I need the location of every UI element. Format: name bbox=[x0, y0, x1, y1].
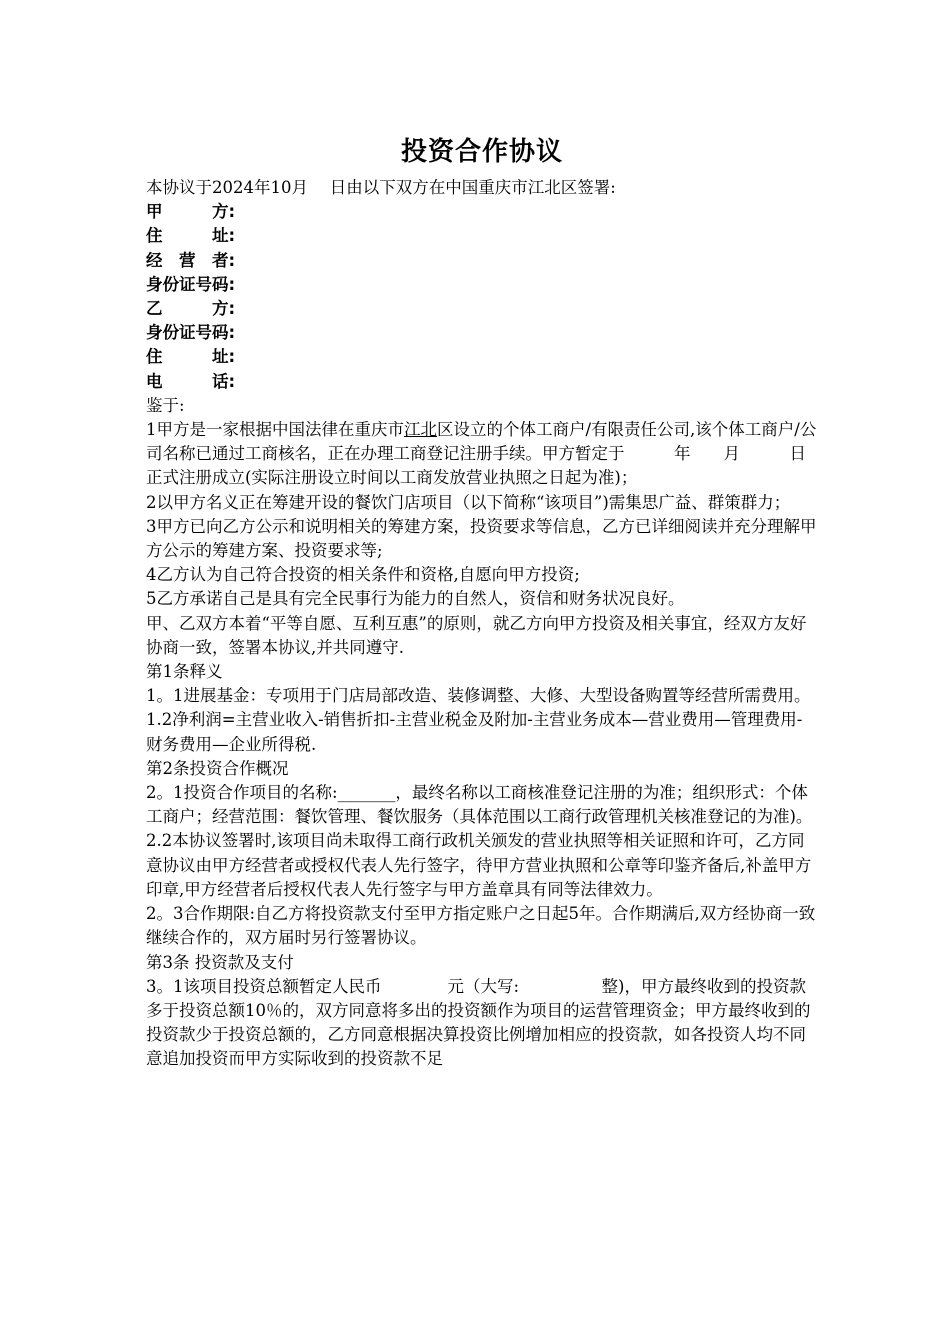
clause-2-1-text: 2。1投资合作项目的名称: bbox=[146, 783, 338, 803]
whereas-label: 鉴于: bbox=[146, 395, 185, 415]
article-1-heading: 第1条释义 bbox=[146, 662, 223, 682]
article-3-heading: 第3条 投资款及支付 bbox=[146, 952, 294, 972]
whereas-item-1-rest: 区设立的个体工商户/有限责任公司,该个体工商户/公司名称已通过工商核名，正在办理工商登记注册手续。甲方暂定于 年 月 日正式注册成立(实际注册设立时间以工商发放营业执照之日起为准)； bbox=[146, 420, 817, 488]
whereas-item-4: 4乙方认为自己符合投资的相关条件和资格,自愿向甲方投资; bbox=[146, 565, 580, 585]
party-a-operator-label: 经 营 者: bbox=[146, 250, 236, 270]
party-b-label: 乙 方: bbox=[146, 299, 236, 319]
party-b-id-label: 身份证号码: bbox=[146, 323, 236, 343]
party-b-address-label: 住 址: bbox=[146, 347, 236, 367]
party-a-id-label: 身份证号码: bbox=[146, 274, 236, 294]
intro-line: 本协议于2024年10月 日由以下双方在中国重庆市江北区签署: bbox=[146, 178, 616, 197]
whereas-item-5: 5乙方承诺自己是具有完全民事行为能力的自然人，资信和财务状况良好。 bbox=[146, 589, 685, 609]
document-body bbox=[146, 132, 818, 1072]
article-2-heading: 第2条投资合作概况 bbox=[146, 758, 289, 778]
whereas-item-1 bbox=[146, 418, 818, 491]
party-info-block bbox=[146, 200, 818, 394]
clause-2-1-rest: ，最终名称以工商核准登记注册的为准；组织形式：个体工商户；经营范围：餐饮管理、餐饮服务（具体范围以工商行政管理机关核准登记的为准)。 bbox=[146, 783, 813, 827]
clause-2-1 bbox=[146, 781, 818, 829]
whereas-item-2: 2以甲方名义正在筹建开设的餐饮门店项目（以下简称“该项目”)需集思广益、群策群力； bbox=[146, 492, 791, 512]
clause-1-1: 1。1进展基金：专项用于门店局部改造、装修调整、大修、大型设备购置等经营所需费用。 bbox=[146, 686, 811, 706]
clause-3-1: 3。1该项目投资总额暂定人民币 元（大写: 整)，甲方最终收到的投资款多于投资总额10％的，双方同意将多出的投资额作为项目的运营管理资金；甲方最终收到的投资款少于投资总额的，乙方同意根据决算投资比例增加相应的投资款，如各投资人均不同意追加投资而甲方实际收到的投资款不足 bbox=[146, 976, 811, 1069]
clause-2-3: 2。3合作期限:自乙方将投资款支付至甲方指定账户之日起5年。合作期满后,双方经协商一致继续合作的，双方届时另行签署协议。 bbox=[146, 904, 816, 948]
party-b-phone-label: 电 话: bbox=[146, 371, 236, 391]
document-title: 投资合作协议 bbox=[400, 137, 563, 167]
clause-2-2: 2.2本协议签署时,该项目尚未取得工商行政机关颁发的营业执照等相关证照和许可，乙方同意协议由甲方经营者或授权代表人先行签字，待甲方营业执照和公章等印鉴齐备后,补盖甲方印章,甲方经营者后授权代表人先行签字与甲方盖章具有同等法律效力。 bbox=[146, 831, 812, 899]
whereas-item-1-text: 1甲方是一家根据中国法律在重庆市 bbox=[146, 420, 404, 440]
preamble-paragraph: 甲、乙双方本着“平等自愿、互利互惠”的原则，就乙方向甲方投资及相关事宜，经双方友好协商一致，签署本协议,并共同遵守. bbox=[146, 613, 807, 657]
district-underlined: 江北 bbox=[404, 420, 437, 440]
party-a-address-label: 住 址: bbox=[146, 226, 236, 246]
project-name-blank: _______ bbox=[337, 783, 396, 803]
clause-1-2: 1.2净利润=主营业收入-销售折扣-主营业税金及附加-主营业务成本—营业费用—管理费用-财务费用—企业所得税. bbox=[146, 710, 803, 754]
party-a-label: 甲 方: bbox=[146, 202, 236, 222]
whereas-item-3: 3甲方已向乙方公示和说明相关的筹建方案，投资要求等信息，乙方已详细阅读并充分理解甲方公示的筹建方案、投资要求等; bbox=[146, 516, 817, 561]
